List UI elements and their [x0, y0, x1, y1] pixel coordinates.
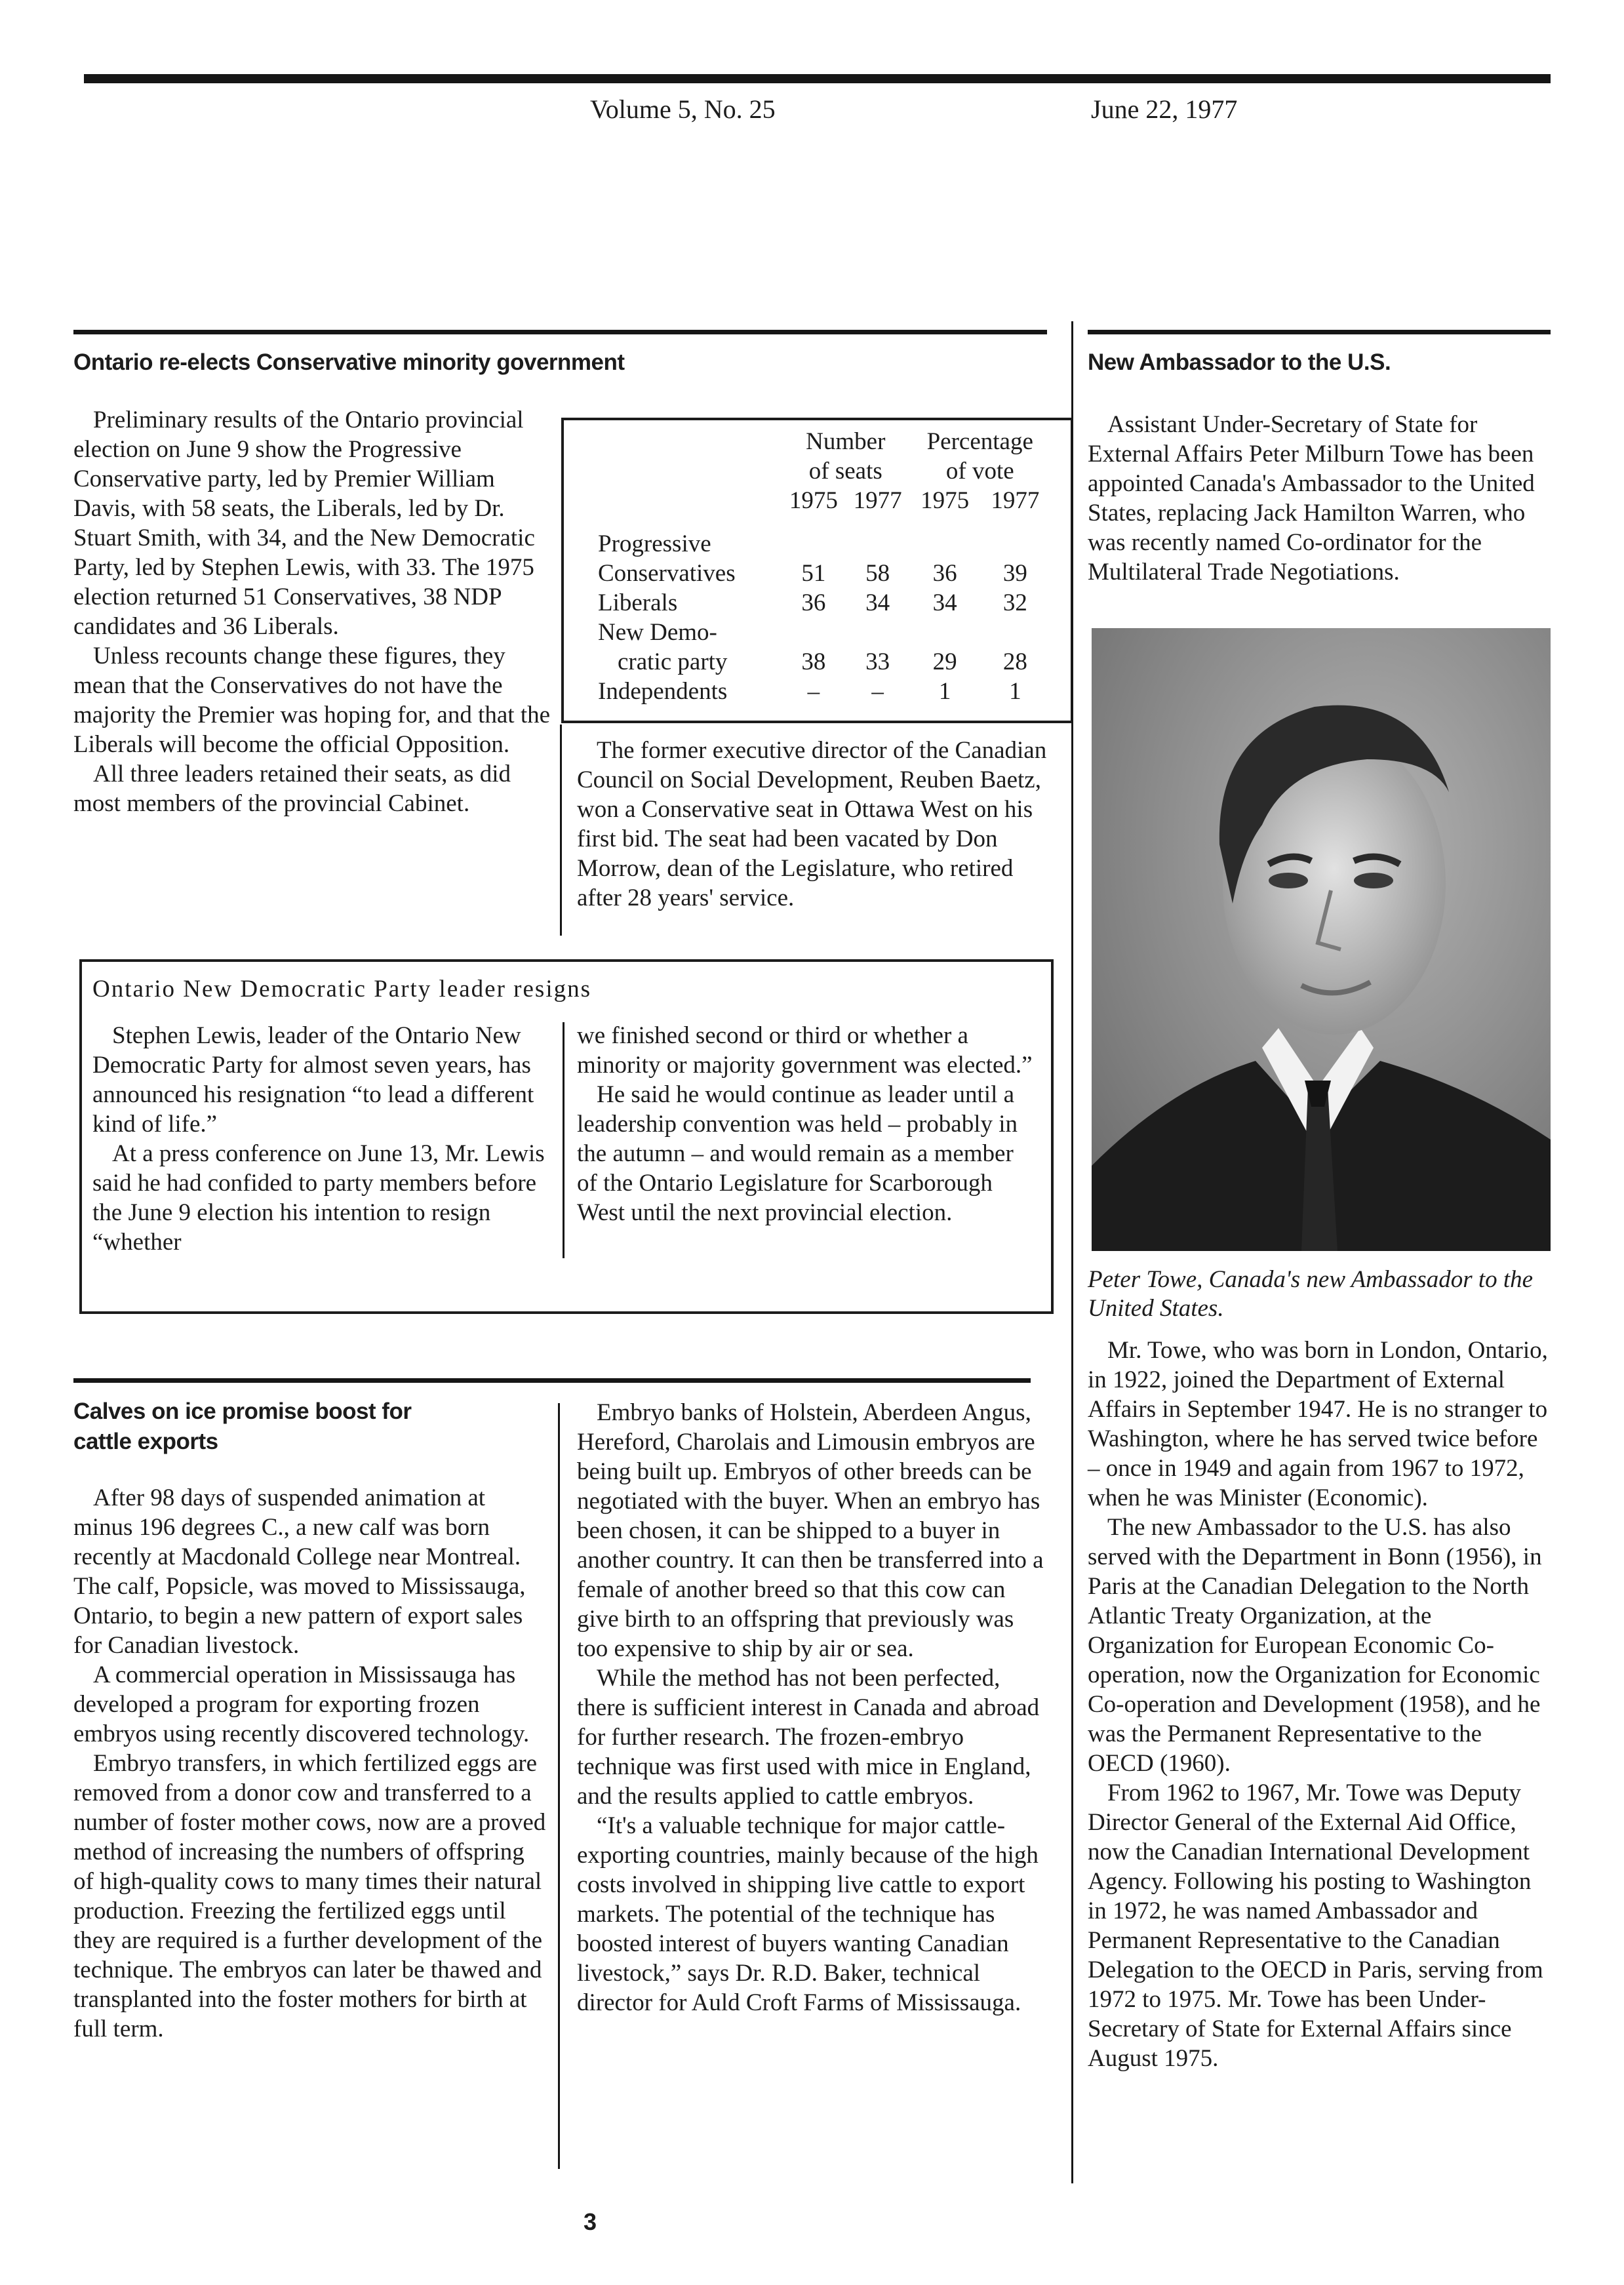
table-cell: 58 — [865, 560, 890, 587]
party-name: cratic party — [618, 648, 728, 675]
calves-headline-line2: cattle exports — [73, 1429, 218, 1454]
calves-column-divider — [558, 1403, 560, 2169]
calves-paragraph: After 98 days of suspended animation at minus 196 degrees C., a new calf was born recently at Macdonald College near Montreal. The calf, Popsicle, was moved to Mississauga, Ontario, to begin a new pattern of export sales for Canadian livestock. — [73, 1484, 526, 1659]
calves-headline-line1: Calves on ice promise boost for — [73, 1399, 412, 1424]
party-name: Liberals — [598, 589, 678, 616]
calves-paragraph: Embryo transfers, in which fertilized eggs are removed from a donor cow and transferred to a number of foster mother cows, now are a proved method of increasing the numbers of offspring of high-quality cows to many times their natural production. Freezing the fertilized eggs until they are required is a further development of the technique. The embryos can later be thawed and transplanted into the foster mothers for birth at full term. — [73, 1750, 546, 2042]
ndp-headline: Ontario New Democratic Party leader resigns — [92, 976, 591, 1003]
calves-paragraph: “It's a valuable technique for major cattle-exporting countries, mainly because of the high costs involved in shipping live cattle to export markets. The potential of the technique has boosted interest of buyers wanting Canadian livestock,” says Dr. R.D. Baker, technical director for Auld Croft Farms of Mississauga. — [577, 1812, 1039, 2016]
year-header: 1975 — [921, 487, 970, 514]
table-cell: 1 — [1009, 678, 1021, 705]
ontario-continuation — [577, 736, 1049, 913]
ambassador-paragraph: Assistant Under-Secretary of State for External Affairs Peter Milburn Towe has been appointed Canada's Ambassador to the United States, replacing Jack Hamilton Warren, who was recently named Co-ordinator for the Multilateral Trade Negotiations. — [1088, 411, 1535, 586]
ontario-top-rule — [73, 330, 1047, 334]
ambassador-body — [1088, 1336, 1551, 2073]
party-name: Conservatives — [598, 560, 736, 587]
ambassador-column-divider — [1071, 321, 1073, 2183]
ontario-body — [73, 405, 551, 818]
table-cell: 51 — [801, 560, 826, 587]
ndp-paragraph: Stephen Lewis, leader of the Ontario New Democratic Party for almost seven years, has announced his resignation “to lead a different kind of life.” — [92, 1022, 534, 1138]
table-cell: 33 — [865, 648, 890, 675]
vote-header-line1: Percentage — [926, 428, 1033, 455]
year-header: 1977 — [991, 487, 1040, 514]
party-name: New Demo- — [598, 619, 717, 646]
table-cell: 36 — [801, 589, 826, 616]
table-cell: – — [807, 678, 820, 705]
masthead-rule — [84, 74, 1551, 83]
table-cell: 36 — [932, 560, 957, 587]
seats-header-line2: of seats — [808, 458, 882, 485]
ontario-paragraph: All three leaders retained their seats, as did most members of the provincial Cabinet. — [73, 761, 511, 817]
ndp-left-column — [92, 1021, 551, 1257]
table-cell: – — [871, 678, 884, 705]
calves-headline — [73, 1397, 545, 1457]
party-name: Independents — [598, 678, 728, 705]
calves-left-column — [73, 1483, 547, 2044]
calves-right-column — [577, 1398, 1047, 2017]
ndp-paragraph: we finished second or third or whether a minority or majority government was elected.” — [577, 1022, 1033, 1079]
portrait-caption: Peter Towe, Canada's new Ambassador to the United States. — [1088, 1266, 1534, 1322]
volume-label: Volume 5, No. 25 — [590, 94, 776, 124]
table-cell: 34 — [865, 589, 890, 616]
calves-paragraph: While the method has not been perfected, there is sufficient interest in Canada and abroad for further research. The frozen-embryo technique was first used with mice in England, and the results applied to cattle embryos. — [577, 1665, 1040, 1810]
ndp-right-column — [577, 1021, 1036, 1227]
party-name: Progressive — [598, 530, 711, 557]
ontario-column-divider — [560, 725, 562, 936]
ambassador-portrait-photo — [1092, 628, 1551, 1251]
ambassador-paragraph: From 1962 to 1967, Mr. Towe was Deputy Director General of the External Aid Office, now the Canadian International Development Agency. Following his posting to Washington in 1972, he was named Ambassador and Permanent Representative to the Canadian Delegation to the OECD in Paris, serving from 1972 to 1975. Mr. Towe has been Under-Secretary of State for External Affairs since August 1975. — [1088, 1779, 1543, 2072]
table-cell: 28 — [1002, 648, 1027, 675]
ndp-resignation-box — [79, 959, 1054, 1314]
table-cell: 32 — [1002, 589, 1027, 616]
ambassador-paragraph: Mr. Towe, who was born in London, Ontario, in 1922, joined the Department of External Affairs in September 1947. He is no stranger to Washington, where he has served twice before – once in 1949 and again from 1967 to 1972, when he was Minister (Economic). — [1088, 1337, 1548, 1511]
table-cell: 29 — [932, 648, 957, 675]
year-header: 1975 — [789, 487, 838, 514]
calves-top-rule — [73, 1378, 1031, 1383]
portrait-illustration — [1092, 628, 1551, 1251]
ontario-paragraph: Preliminary results of the Ontario provincial election on June 9 show the Progressive Conservative party, led by Premier William Davis, with 58 seats, the Liberals, led by Dr. Stuart Smith, with 34, and the New Democratic Party, led by Stephen Lewis, with 33. The 1975 election returned 51 Conservatives, 38 NDP candidates and 36 Liberals. — [73, 407, 535, 640]
table-cell: 38 — [801, 648, 826, 675]
table-cell: 1 — [938, 678, 951, 705]
table-cell: 34 — [932, 589, 957, 616]
ontario-paragraph: Unless recounts change these figures, they mean that the Conservatives do not have the majority the Premier was hoping for, and that the Liberals will become the official Opposition. — [73, 643, 551, 758]
issue-date: June 22, 1977 — [1091, 94, 1238, 124]
table-cell: 39 — [1002, 560, 1027, 587]
seats-header-line1: Number — [806, 428, 886, 455]
ambassador-top-rule — [1088, 330, 1551, 334]
year-header: 1977 — [853, 487, 902, 514]
vote-header-line2: of vote — [945, 458, 1014, 485]
ndp-paragraph: At a press conference on June 13, Mr. Lewis said he had confided to party members before the June 9 election his intention to resign “whether — [92, 1140, 545, 1256]
ambassador-headline: New Ambassador to the U.S. — [1088, 349, 1391, 375]
calves-paragraph: A commercial operation in Mississauga has developed a program for exporting frozen embryos using recently discovered technology. — [73, 1661, 530, 1747]
election-results-table — [561, 418, 1073, 723]
ontario-headline: Ontario re-elects Conservative minority government — [73, 349, 625, 375]
ambassador-paragraph: The new Ambassador to the U.S. has also served with the Department in Bonn (1956), in Paris at the Canadian Delegation to the North Atlantic Treaty Organization, at the Organization for European Economic Co-operation, now the Organization for Economic Co-operation and Development (1958), and he was the Permanent Representative to the OECD (1960). — [1088, 1514, 1542, 1777]
ndp-column-divider — [563, 1022, 564, 1258]
ontario-paragraph: The former executive director of the Canadian Council on Social Development, Reuben Baetz, won a Conservative seat in Ottawa West on his first bid. The seat had been vacated by Don Morrow, dean of the Legislature, who retired after 28 years' service. — [577, 737, 1047, 911]
ndp-paragraph: He said he would continue as leader until a leadership convention was held – probably in the autumn – and would remain as a member of the Ontario Legislature for Scarborough West until the next provincial election. — [577, 1081, 1018, 1226]
ambassador-intro — [1088, 410, 1551, 587]
page-number: 3 — [584, 2208, 597, 2235]
calves-paragraph: Embryo banks of Holstein, Aberdeen Angus, Hereford, Charolais and Limousin embryos are being built up. Embryos of other breeds can be negotiated with the buyer. When an embryo has been chosen, it can be shipped to a buyer in another country. It can then be transferred into a female of another breed so that this cow can give birth to an offspring that previously was too expensive to ship by air or sea. — [577, 1399, 1044, 1662]
